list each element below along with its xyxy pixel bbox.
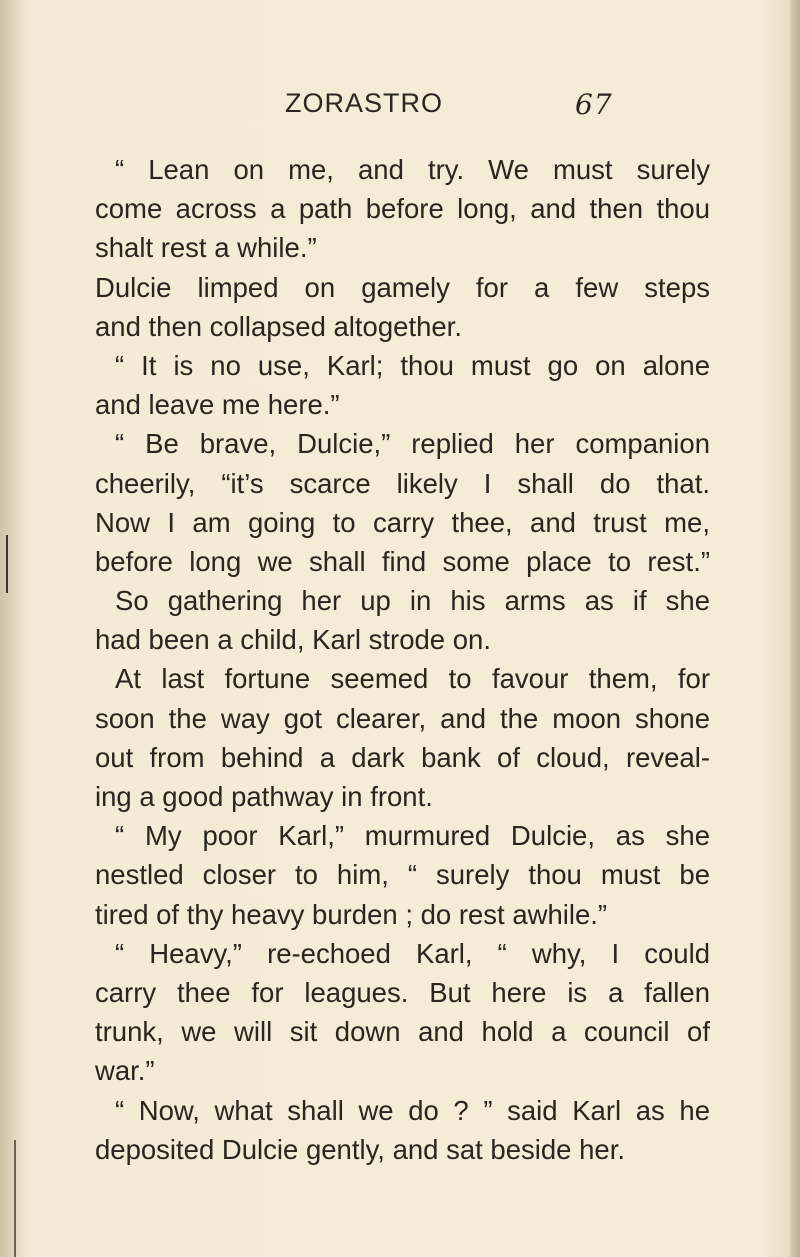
page-edge	[790, 0, 800, 1257]
running-head: ZORASTRO	[285, 88, 444, 118]
text-line: “ Heavy,” re-echoed Karl, “ why, I could	[115, 937, 710, 969]
gutter-line	[14, 1140, 16, 1257]
text-line: trunk, we will sit down and hold a council of	[95, 1016, 710, 1048]
text-line: soon the way got clearer, and the moon shone	[95, 702, 710, 734]
text-line: “ Lean on me, and try. We must surely	[115, 154, 710, 185]
gutter-line	[6, 535, 8, 593]
text-line: come across a path before long, and then thou	[95, 193, 710, 225]
text-line: “ Now, what shall we do ? ” said Karl as he	[115, 1094, 710, 1126]
text-line: cheerily, “it’s scarce likely I shall do that.	[95, 467, 710, 499]
text-line: war.”	[95, 1055, 155, 1087]
text-line: and leave me here.”	[95, 389, 340, 421]
text-line: Dulcie limped on gamely for a few steps	[95, 271, 710, 303]
body-text	[95, 150, 710, 1169]
text-line: tired of thy heavy burden ; do rest awhile.”	[95, 898, 608, 930]
text-line: and then collapsed altogether.	[95, 310, 462, 342]
text-line: had been a child, Karl strode on.	[95, 624, 491, 656]
text-line: Now I am going to carry thee, and trust me,	[95, 506, 710, 538]
text-line: So gathering her up in his arms as if she	[115, 585, 710, 617]
gutter-shadow	[0, 0, 30, 1257]
text-line: out from behind a dark bank of cloud, reveal-	[95, 741, 710, 773]
text-line: shalt rest a while.”	[95, 232, 317, 264]
text-line: before long we shall find some place to rest.”	[95, 545, 710, 577]
text-line: “ It is no use, Karl; thou must go on alone	[115, 349, 710, 381]
page-number: 67	[575, 88, 613, 121]
text-line: At last fortune seemed to favour them, for	[115, 663, 710, 695]
text-line: deposited Dulcie gently, and sat beside her.	[95, 1133, 625, 1165]
text-line: “ My poor Karl,” murmured Dulcie, as she	[115, 820, 710, 852]
page-header	[285, 88, 725, 128]
text-line: carry thee for leagues. But here is a fallen	[95, 976, 710, 1008]
text-line: nestled closer to him, “ surely thou must be	[95, 859, 710, 891]
text-line: “ Be brave, Dulcie,” replied her companion	[115, 428, 710, 460]
text-line: ing a good pathway in front.	[95, 781, 433, 812]
